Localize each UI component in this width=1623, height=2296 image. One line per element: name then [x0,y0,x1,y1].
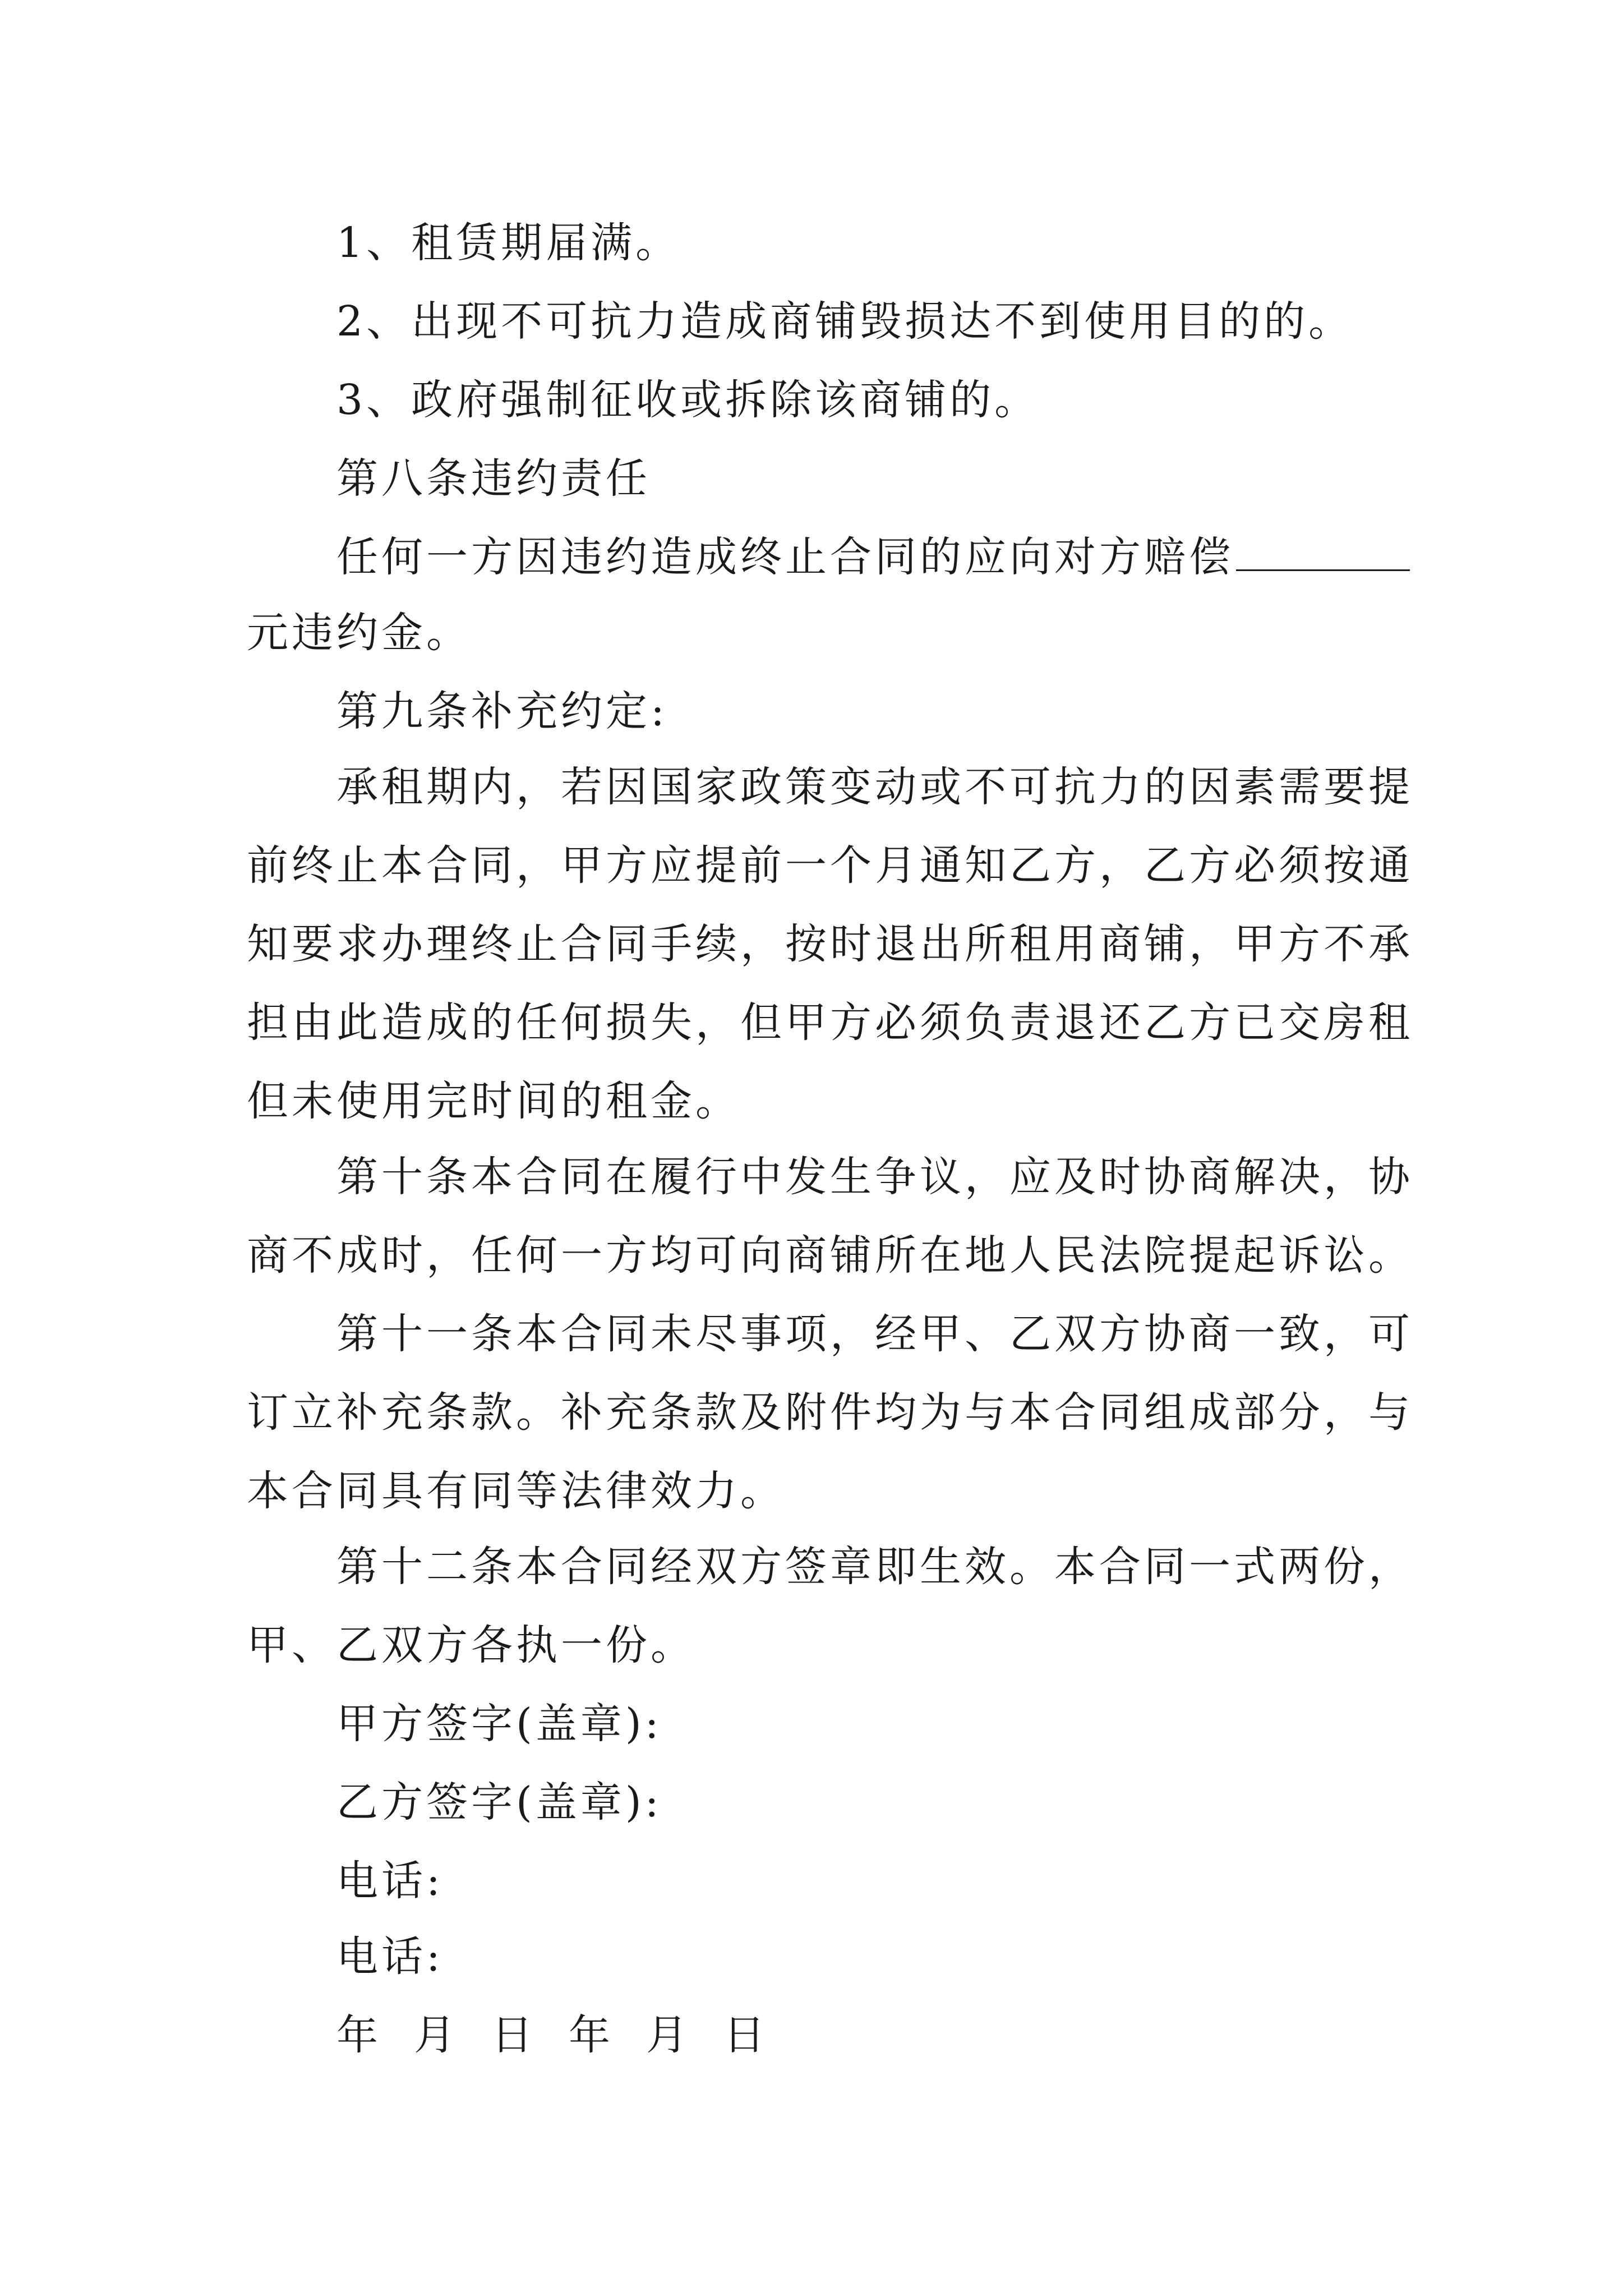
clause-item-3: 3、政府强制征收或拆除该商铺的。 [336,376,1040,424]
date-day-a: 日 [491,2011,536,2059]
phone-b: 电话: [336,1932,444,1981]
article-12-line-1: 第十二条本合同经双方签章即生效。本合同一式两份， [336,1543,1413,1591]
article-8-heading: 第八条违约责任 [336,454,651,503]
article-8-text-part: 任何一方因违约造成终止合同的应向对方赔偿 [336,533,1234,581]
article-8-text-cont: 元违约金。 [247,609,471,657]
date-year-b: 年 [569,2011,614,2059]
article-9-line-5: 但未使用完时间的租金。 [247,1077,740,1125]
party-a-signature: 甲方签字(盖章): [336,1700,662,1748]
signing-dates [336,2008,801,2062]
date-month-a: 月 [414,2011,459,2059]
article-12-line-2: 甲、乙双方各执一份。 [247,1621,695,1669]
date-day-b: 日 [723,2011,768,2059]
phone-a: 电话: [336,1857,444,1905]
article-11-line-3: 本合同具有同等法律效力。 [247,1467,785,1515]
article-11-line-2: 订立补充条款。补充条款及附件均为与本合同组成部分，与 [247,1388,1413,1437]
article-11-line-1: 第十一条本合同未尽事项，经甲、乙双方协商一致，可 [336,1310,1413,1358]
date-year-a: 年 [336,2011,381,2059]
article-9-line-4: 担由此造成的任何损失，但甲方必须负责退还乙方已交房租 [247,999,1413,1047]
clause-item-2: 2、出现不可抗力造成商铺毁损达不到使用目的的。 [336,297,1354,346]
article-8-text [336,530,1410,584]
article-9-line-1: 承租期内，若因国家政策变动或不可抗力的因素需要提 [336,763,1413,811]
article-10-line-2: 商不成时，任何一方均可向商铺所在地人民法院提起诉讼。 [247,1231,1413,1280]
article-9-line-2: 前终止本合同，甲方应提前一个月通知乙方，乙方必须按通 [247,841,1413,890]
article-9-line-3: 知要求办理终止合同手续，按时退出所租用商铺，甲方不承 [247,920,1413,968]
penalty-amount-blank [1236,533,1410,571]
clause-item-1: 1、租赁期届满。 [336,219,681,267]
article-10-line-1: 第十条本合同在履行中发生争议，应及时协商解决，协 [336,1153,1413,1201]
article-9-heading: 第九条补充约定: [336,687,668,735]
date-month-b: 月 [646,2011,691,2059]
party-b-signature: 乙方签字(盖章): [336,1778,662,1826]
